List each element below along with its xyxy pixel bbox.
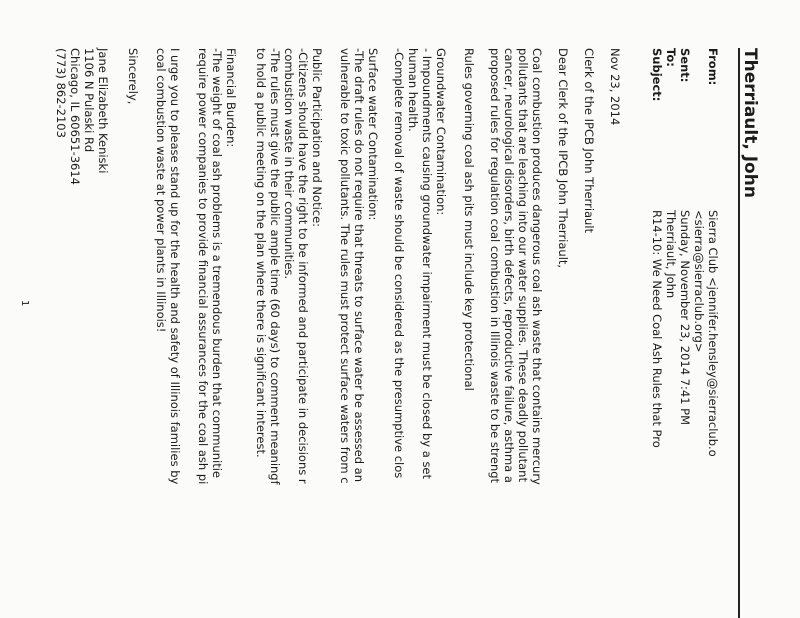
groundwater-heading: Groundwater Contamination:	[434, 48, 448, 216]
surface-line: -The draft rules do not require that threats to surface water be assessed an	[352, 48, 366, 483]
header-from-cont	[692, 0, 706, 618]
surface-heading: Surface water Contamination:	[366, 48, 380, 221]
participation-heading: Public Participation and Notice:	[310, 48, 324, 228]
groundwater-line: - Impoundments causing groundwater impairment must be closed by a set	[420, 48, 434, 480]
header-sent-value: Sunday, November 23, 2014 7:41 PM	[678, 210, 692, 426]
header-from-cont-value: <sierra@sierraclub.org>	[692, 210, 706, 353]
header-from	[706, 0, 720, 618]
letter-date: Nov 23, 2014	[608, 48, 622, 126]
intro-line: proposed rules for regulation coal combustion in Illinois waste to be strengt	[488, 48, 502, 484]
header-to-label: To:	[664, 48, 678, 67]
intro-line: pollutants that are leaching into our water supplies. These deadly pollutant	[516, 48, 530, 482]
header-from-value: Sierra Club <jennifer.hensley@sierraclub.o	[706, 210, 720, 457]
intro-line: cancer, neurological disorders, birth defects, reproductive failure, asthma a	[502, 48, 516, 483]
signature-line: Jane Elizabeth Keniski	[96, 48, 110, 174]
financial-line: -The weight of coal ash problems is a tremendous burden that communitie	[210, 48, 224, 478]
page-number: 1	[19, 300, 30, 307]
header-to-value: Therriault, John	[664, 210, 678, 299]
header-rule	[738, 48, 740, 618]
participation-line: combustion waste in their communities.	[282, 48, 296, 280]
signature-line: (773) 862-2103	[54, 48, 68, 138]
header-subject-value: R14-10: We Need Coal Ash Rules that Pro	[650, 210, 664, 448]
closing-plea-line: I urge you to please stand up for the health and safety of Illinois families by	[168, 48, 182, 485]
surface-line: vulnerable to toxic pollutants. The rules must protect surface waters from c	[338, 48, 352, 484]
header-to	[664, 0, 678, 618]
header-sent-label: Sent:	[678, 48, 692, 83]
recipient-line: Clerk of the IPCB John Therriault	[582, 48, 596, 234]
closing-plea-line: coal combustion waste at power plants in Illinois!	[154, 48, 168, 333]
financial-line: require power companies to provide financial assurances for the coal ash pi	[196, 48, 210, 485]
participation-line: to hold a public meeting on the plan where there is significant interest.	[254, 48, 268, 458]
groundwater-line: -Complete removal of waste should be considered as the presumptive clos	[392, 48, 406, 479]
intro-line: Coal combustion produces dangerous coal ash waste that contains mercury	[530, 48, 544, 485]
salutation: Dear Clerk of the IPCB John Therriault,	[556, 48, 570, 269]
header-subject	[650, 0, 664, 618]
header-subject-label: Subject:	[650, 48, 664, 102]
rules-intro: Rules governing coal ash pits must include key protectional	[462, 48, 476, 391]
participation-line: -Citizens should have the right to be informed and participate in decisions r	[296, 48, 310, 484]
signature-line: Chicago, IL 60651-3614	[68, 48, 82, 185]
participation-line: -The rules must give the public ample time (60 days) to comment meaningf	[268, 48, 282, 485]
financial-heading: Financial Burden:	[224, 48, 238, 148]
header-sent	[678, 0, 692, 618]
signoff: Sincerely,	[126, 48, 140, 105]
groundwater-line: human health.	[406, 48, 420, 132]
sender-name: Therriault, John	[740, 48, 760, 198]
header-from-label: From:	[706, 48, 720, 86]
signature-line: 1106 N Pulaski Rd	[82, 48, 96, 153]
